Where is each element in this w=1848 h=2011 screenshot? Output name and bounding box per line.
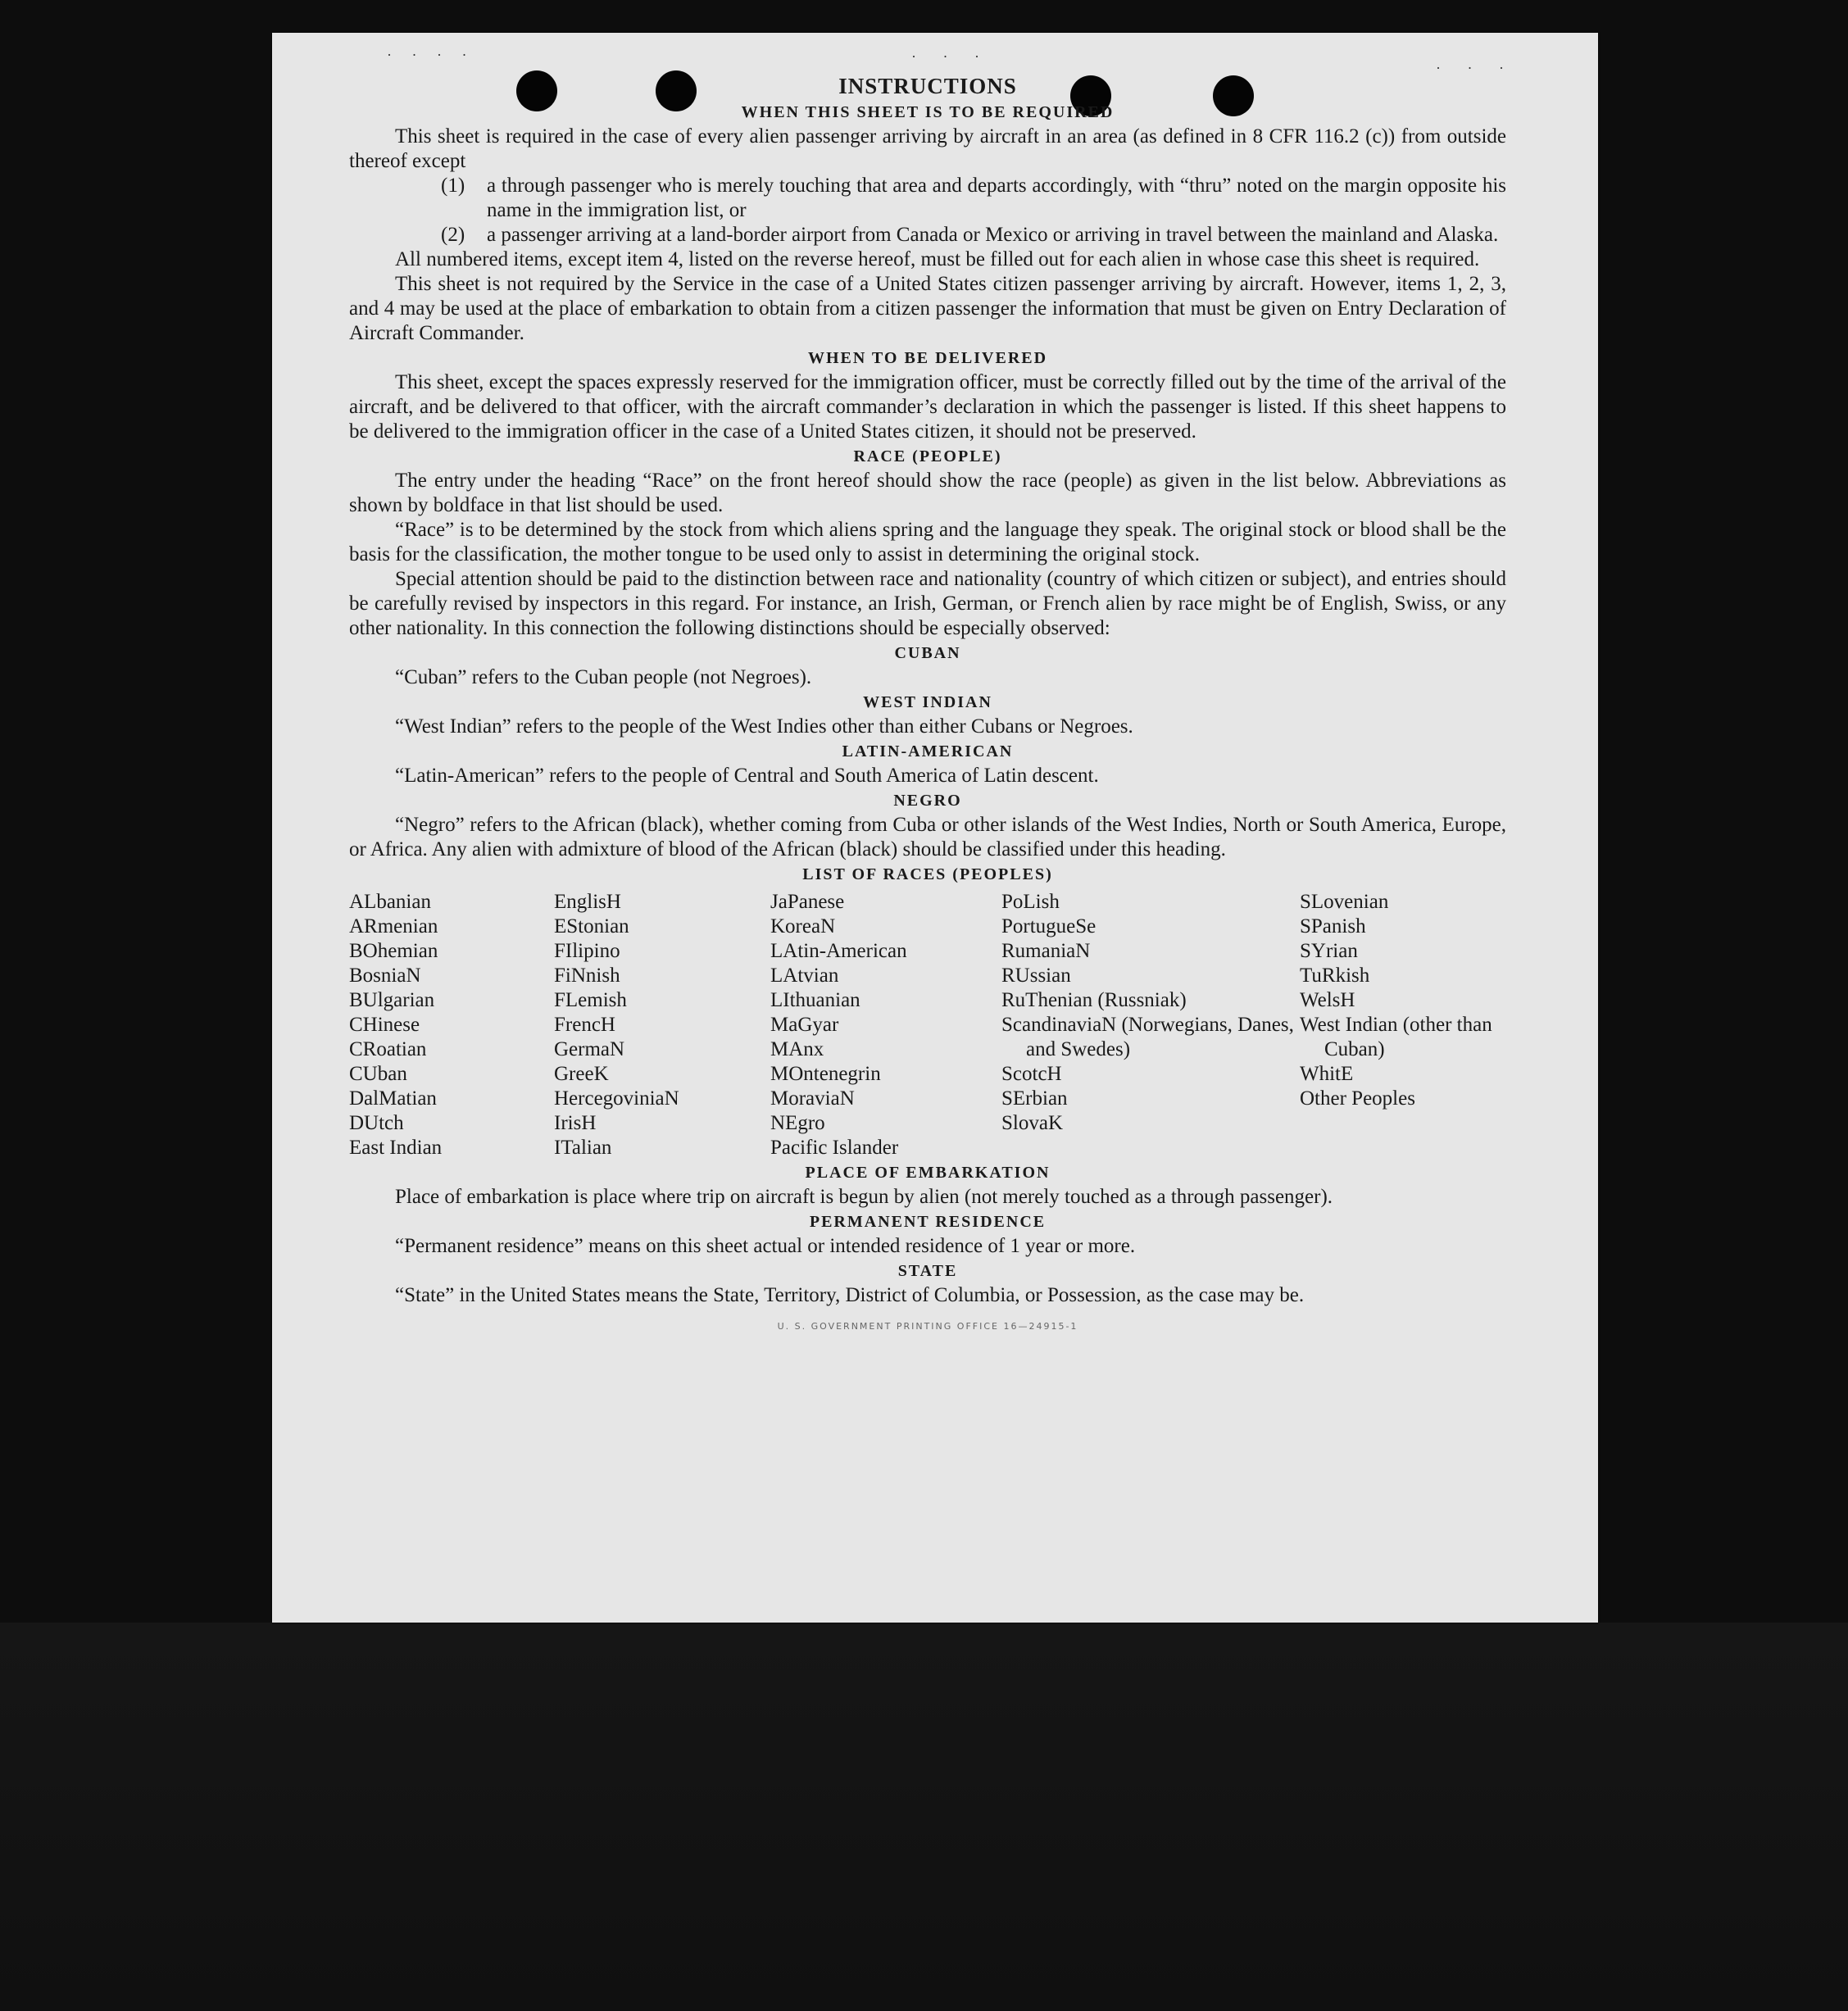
heading-latin-american: LATIN-AMERICAN bbox=[842, 742, 1014, 760]
race-entry: SYrian bbox=[1300, 940, 1358, 962]
race-entry: TuRkish bbox=[1300, 965, 1370, 987]
race-entry: WhitE bbox=[1300, 1063, 1354, 1085]
heading-negro: NEGRO bbox=[893, 792, 962, 810]
race-entry: SErbian bbox=[1001, 1087, 1068, 1110]
paragraph: This sheet is not required by the Service in the case of a United States citizen passenger arriving by aircraft. However, items 1, 2, 3, and 4 may be used at the place of embarkation to obtain from a citizen passenger the information that must be given on Entry Declaration of Aircraft Commander. bbox=[349, 273, 1506, 344]
film-background bbox=[0, 1623, 1848, 2011]
heading-list-of-races: LIST OF RACES (PEOPLES) bbox=[802, 865, 1053, 883]
race-entry: ScandinaviaN (Norwegians, Danes, and Swedes) bbox=[1001, 1014, 1294, 1060]
speck-marks: · · · bbox=[911, 48, 991, 65]
heading-when-required: WHEN THIS SHEET IS TO BE REQUIRED bbox=[741, 103, 1115, 121]
item-text: a through passenger who is merely touching that area and departs accordingly, with “thru” noted on the margin opposite his name in the immigration list, or bbox=[487, 175, 1506, 221]
paragraph: All numbered items, except item 4, listed on the reverse hereof, must be filled out for each alien in whose case this sheet is required. bbox=[395, 248, 1480, 270]
race-entry: SlovaK bbox=[1001, 1112, 1063, 1134]
heading-state: STATE bbox=[897, 1262, 958, 1280]
race-entry: BOhemian bbox=[349, 940, 438, 962]
race-entry: CRoatian bbox=[349, 1038, 427, 1060]
races-list bbox=[349, 890, 1506, 1160]
paragraph: “Cuban” refers to the Cuban people (not Negroes). bbox=[395, 666, 812, 688]
paragraph: “West Indian” refers to the people of the West Indies other than either Cubans or Negroes. bbox=[395, 715, 1133, 738]
list-item bbox=[349, 223, 1506, 247]
race-entry: LAtin-American bbox=[770, 940, 907, 962]
race-entry: ALbanian bbox=[349, 891, 431, 913]
paragraph: Special attention should be paid to the distinction between race and nationality (country of which citizen or subject), and entries should be carefully revised by inspectors in this regard. For instance, an Irish, German, or French alien by race might be of English, Swiss, or any other nationality. In this connection the following distinctions should be especially observed: bbox=[349, 568, 1506, 639]
races-column bbox=[770, 890, 1001, 1160]
race-entry: FrencH bbox=[554, 1014, 615, 1036]
race-entry: ITalian bbox=[554, 1137, 612, 1159]
heading-permanent-residence: PERMANENT RESIDENCE bbox=[809, 1213, 1047, 1231]
heading-when-delivered: WHEN TO BE DELIVERED bbox=[807, 349, 1048, 367]
printer-imprint: U. S. GOVERNMENT PRINTING OFFICE 16—24915-1 bbox=[777, 1321, 1078, 1332]
race-entry: Other Peoples bbox=[1300, 1087, 1415, 1110]
race-entry: BosniaN bbox=[349, 965, 421, 987]
race-entry: RumaniaN bbox=[1001, 940, 1091, 962]
race-entry: Pacific Islander bbox=[770, 1137, 899, 1159]
race-entry: SPanish bbox=[1300, 915, 1366, 937]
race-entry: FiNnish bbox=[554, 965, 620, 987]
race-entry: JaPanese bbox=[770, 891, 845, 913]
race-entry: West Indian (other than Cuban) bbox=[1300, 1014, 1492, 1060]
race-entry: CUban bbox=[349, 1063, 407, 1085]
speck-marks: · · · bbox=[1436, 60, 1515, 76]
paragraph: “Permanent residence” means on this sheet actual or intended residence of 1 year or more. bbox=[395, 1235, 1136, 1257]
paragraph: This sheet is required in the case of every alien passenger arriving by aircraft in an area (as defined in 8 CFR 116.2 (c)) from outside thereof except bbox=[349, 125, 1506, 172]
sheet-content bbox=[349, 72, 1506, 1339]
paragraph: “Race” is to be determined by the stock from which aliens spring and the language they speak. The original stock or blood shall be the basis for the classification, the mother tongue to be used only to assist in determining the original stock. bbox=[349, 519, 1506, 565]
race-entry: NEgro bbox=[770, 1112, 825, 1134]
race-entry: ARmenian bbox=[349, 915, 438, 937]
race-entry: HercegoviniaN bbox=[554, 1087, 679, 1110]
races-column bbox=[349, 890, 554, 1160]
race-entry: MOntenegrin bbox=[770, 1063, 881, 1085]
races-column bbox=[1300, 890, 1506, 1160]
race-entry: GreeK bbox=[554, 1063, 609, 1085]
races-column bbox=[1001, 890, 1300, 1160]
heading-race: RACE (PEOPLE) bbox=[853, 447, 1002, 465]
item-number: (2) bbox=[441, 224, 465, 246]
instruction-sheet bbox=[272, 33, 1598, 1623]
heading-west-indian: WEST INDIAN bbox=[863, 693, 992, 711]
race-entry: FLemish bbox=[554, 989, 627, 1011]
item-number: (1) bbox=[441, 175, 465, 197]
race-entry: PoLish bbox=[1001, 891, 1060, 913]
race-entry: LAtvian bbox=[770, 965, 839, 987]
race-entry: FIlipino bbox=[554, 940, 620, 962]
race-entry: LIthuanian bbox=[770, 989, 860, 1011]
item-text: a passenger arriving at a land-border airport from Canada or Mexico or arriving in travel between the mainland and Alaska. bbox=[487, 224, 1499, 246]
heading-place-of-embarkation: PLACE OF EMBARKATION bbox=[805, 1164, 1051, 1182]
race-entry: KoreaN bbox=[770, 915, 836, 937]
race-entry: PortugueSe bbox=[1001, 915, 1097, 937]
paragraph: This sheet, except the spaces expressly reserved for the immigration officer, must be correctly filled out by the time of the arrival of the aircraft, and be delivered to that officer, with the aircraft commander’s declaration in which the passenger is listed. If this sheet happens to be delivered to the immigration officer in the case of a United States citizen, it should not be preserved. bbox=[349, 371, 1506, 443]
race-entry: DUtch bbox=[349, 1112, 404, 1134]
race-entry: ScotcH bbox=[1001, 1063, 1062, 1085]
speck-marks: · · · · bbox=[387, 47, 475, 63]
heading-cuban: CUBAN bbox=[894, 644, 961, 662]
paragraph: “Latin-American” refers to the people of Central and South America of Latin descent. bbox=[395, 765, 1099, 787]
race-entry: EStonian bbox=[554, 915, 629, 937]
page-title: INSTRUCTIONS bbox=[838, 74, 1017, 98]
race-entry: RUssian bbox=[1001, 965, 1071, 987]
race-entry: East Indian bbox=[349, 1137, 443, 1159]
race-entry: CHinese bbox=[349, 1014, 420, 1036]
race-entry: WelsH bbox=[1300, 989, 1355, 1011]
paragraph: “State” in the United States means the State, Territory, District of Columbia, or Possession, as the case may be. bbox=[395, 1284, 1305, 1306]
list-item bbox=[349, 174, 1506, 223]
race-entry: MaGyar bbox=[770, 1014, 839, 1036]
race-entry: GermaN bbox=[554, 1038, 625, 1060]
paragraph: The entry under the heading “Race” on the front hereof should show the race (people) as given in the list below. Abbreviations as shown by boldface in that list should be used. bbox=[349, 470, 1506, 516]
race-entry: SLovenian bbox=[1300, 891, 1389, 913]
paragraph: Place of embarkation is place where trip on aircraft is begun by alien (not merely touched as a through passenger). bbox=[395, 1186, 1333, 1208]
race-entry: MAnx bbox=[770, 1038, 824, 1060]
race-entry: MoraviaN bbox=[770, 1087, 855, 1110]
race-entry: BUlgarian bbox=[349, 989, 435, 1011]
race-entry: RuThenian (Russniak) bbox=[1001, 989, 1187, 1011]
races-column bbox=[554, 890, 770, 1160]
race-entry: DalMatian bbox=[349, 1087, 437, 1110]
race-entry: EnglisH bbox=[554, 891, 621, 913]
paragraph: “Negro” refers to the African (black), whether coming from Cuba or other islands of the West Indies, North or South America, Europe, or Africa. Any alien with admixture of blood of the African (black) should be classified under this heading. bbox=[349, 814, 1506, 860]
race-entry: IrisH bbox=[554, 1112, 597, 1134]
